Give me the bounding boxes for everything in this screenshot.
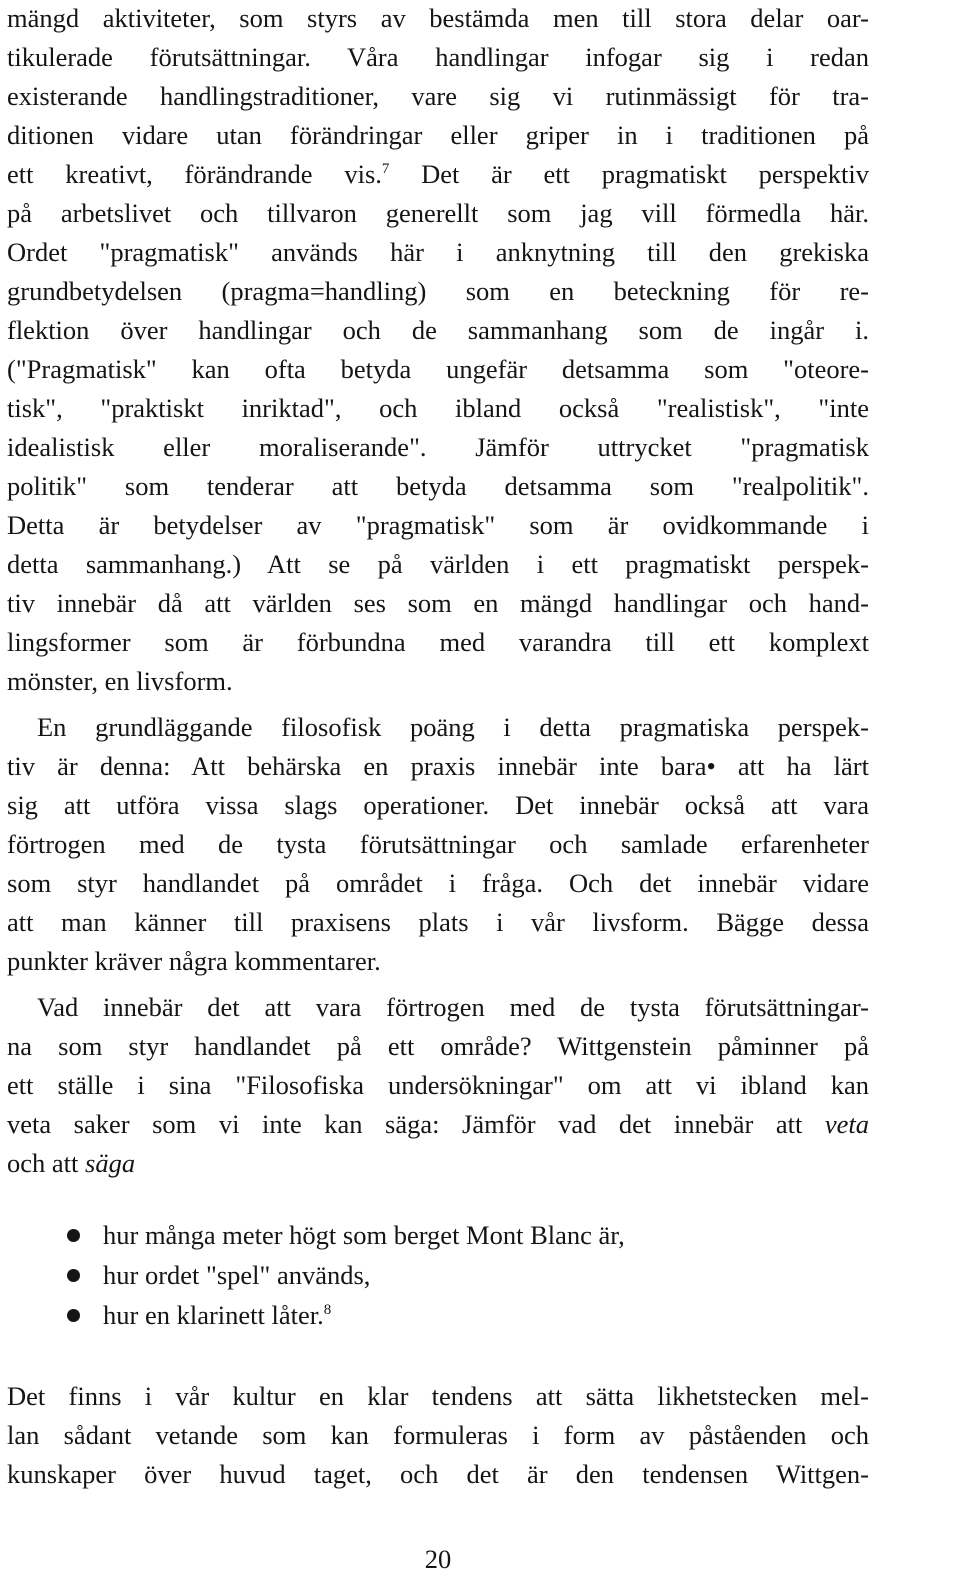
body-line (7, 1106, 869, 1142)
body-line: tikulerade förutsättningar. Våra handlingar infogar sig i redan (7, 42, 869, 72)
body-line: ett ställe i sina "Filosofiska undersökningar" om att vi ibland kan (7, 1070, 869, 1100)
list-item (7, 1217, 869, 1253)
body-line: En grundläggande filosofisk poäng i detta pragmatiska perspek- (37, 712, 869, 742)
body-line: sig att utföra vissa slags operationer. Det innebär också att vara (7, 790, 869, 820)
body-line: mönster, en livsform. (7, 666, 233, 696)
body-line: ditionen vidare utan förändringar eller griper in i traditionen på (7, 120, 869, 150)
body-line: ("Pragmatisk" kan ofta betyda ungefär detsamma som "oteore- (7, 354, 869, 384)
list-item (7, 1297, 869, 1333)
body-line: tisk", "praktiskt inriktad", och ibland också "realistisk", "inte (7, 393, 869, 423)
list-item-text (103, 1297, 331, 1333)
body-line: idealistisk eller moraliserande". Jämför uttrycket "pragmatisk (7, 432, 869, 462)
body-line: tiv är denna: Att behärska en praxis innebär inte bara• att ha lärt (7, 751, 869, 781)
body-line: punkter kräver några kommentarer. (7, 946, 381, 976)
body-line: på arbetslivet och tillvaron generellt som jag vill förmedla här. (7, 198, 869, 228)
bullet-icon (67, 1229, 80, 1242)
body-line: grundbetydelsen (pragma=handling) som en beteckning för re- (7, 276, 869, 306)
emphasis-veta: veta (824, 1109, 869, 1139)
list-item (7, 1257, 869, 1293)
list-item-text: hur ordet "spel" används, (103, 1260, 371, 1290)
body-text: ett kreativt, förändrande vis. (7, 159, 382, 189)
emphasis-saga: säga (85, 1148, 136, 1178)
body-line: flektion över handlingar och de sammanhang som de ingår i. (7, 315, 869, 345)
body-line: Ordet "pragmatisk" används här i anknytning till den grekiska (7, 237, 869, 267)
body-line: tiv innebär då att världen ses som en mängd handlingar och hand- (7, 588, 869, 618)
body-text: Det är ett pragmatiskt perspektiv (389, 159, 870, 189)
body-line: att man känner till praxisens plats i vår livsform. Bägge dessa (7, 907, 869, 937)
body-line: politik" som tenderar att betyda detsamma som "realpolitik". (7, 471, 869, 501)
body-line: Det finns i vår kultur en klar tendens att sätta likhetstecken mel- (7, 1381, 869, 1411)
body-line: detta sammanhang.) Att se på världen i ett pragmatiskt perspek- (7, 549, 869, 579)
body-line: lingsformer som är förbundna med varandra till ett komplext (7, 627, 869, 657)
body-line (7, 156, 869, 192)
list-item-label: hur en klarinett låter. (103, 1300, 324, 1330)
body-text: och att (7, 1148, 85, 1178)
footnote-reference: 8 (323, 1302, 332, 1318)
body-line: kunskaper över huvud taget, och det är den tendensen Wittgen- (7, 1459, 869, 1489)
footnote-reference: 7 (381, 161, 390, 177)
body-line: Detta är betydelser av "pragmatisk" som är ovidkommande i (7, 510, 869, 540)
bullet-icon (67, 1269, 80, 1282)
page-number: 20 (424, 1544, 452, 1574)
body-line: lan sådant vetande som kan formuleras i form av påståenden och (7, 1420, 869, 1450)
body-line: existerande handlingstraditioner, vare sig vi rutinmässigt för tra- (7, 81, 869, 111)
body-text: veta saker som vi inte kan säga: Jämför vad det innebär att (7, 1109, 825, 1139)
body-line: na som styr handlandet på ett område? Wittgenstein påminner på (7, 1031, 869, 1061)
body-line: förtrogen med de tysta förutsättningar och samlade erfarenheter (7, 829, 869, 859)
body-line (7, 1145, 869, 1181)
body-line: Vad innebär det att vara förtrogen med de tysta förutsättningar- (37, 992, 869, 1022)
list-item-text: hur många meter högt som berget Mont Blanc är, (103, 1220, 625, 1250)
body-line: som styr handlandet på området i fråga. Och det innebär vidare (7, 868, 869, 898)
body-line: mängd aktiviteter, som styrs av bestämda men till stora delar oar- (7, 3, 869, 33)
bullet-icon (67, 1309, 80, 1322)
